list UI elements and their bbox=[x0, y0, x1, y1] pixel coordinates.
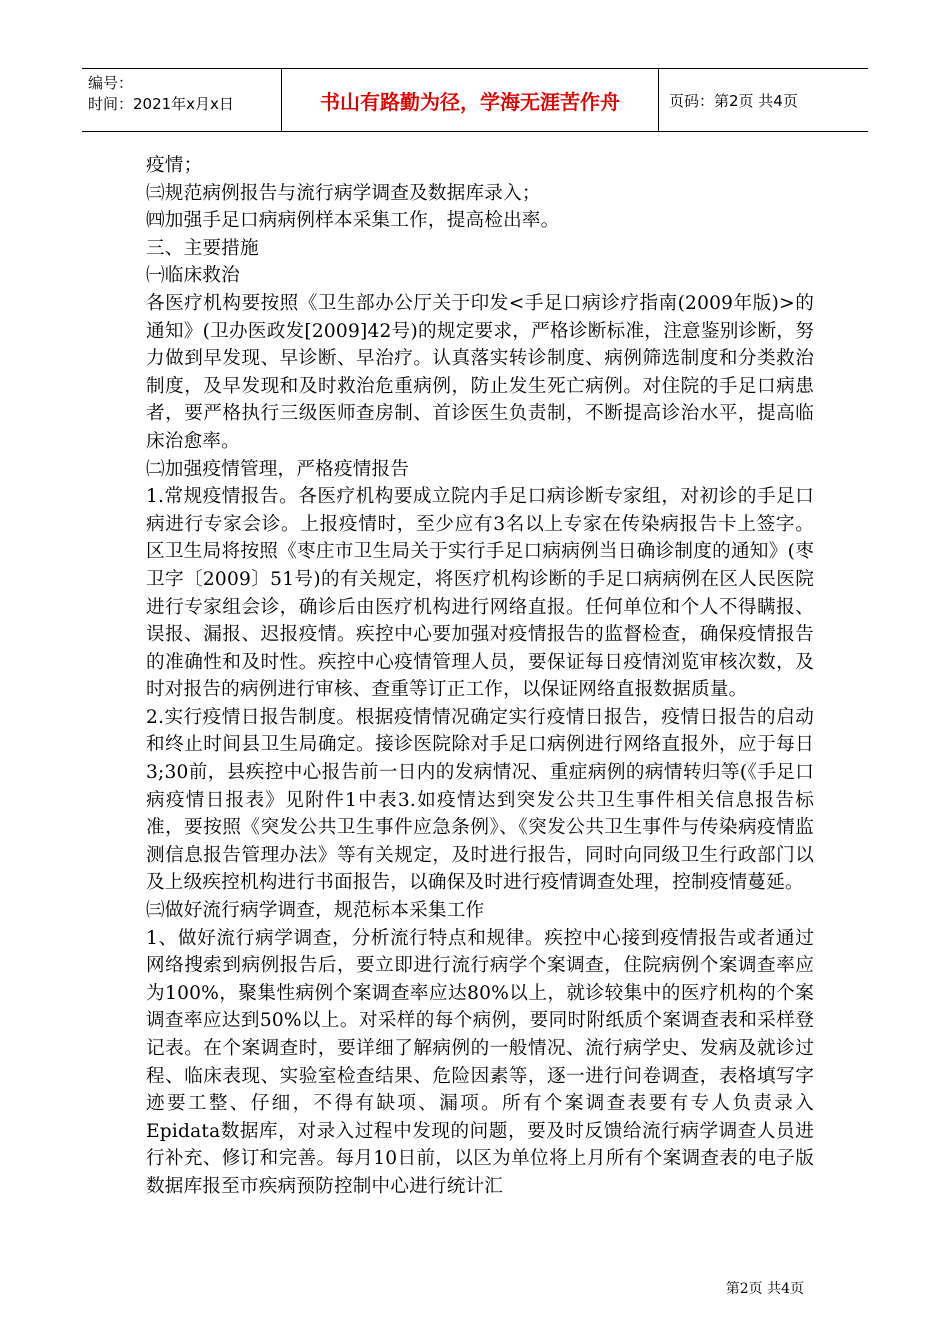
paragraph: 疫情； bbox=[146, 155, 203, 176]
page-footer: 第2页 共4页 bbox=[725, 1281, 804, 1297]
paragraph: 1.常规疫情报告。各医疗机构要成立院内手足口病诊断专家组，对初诊的手足口病进行专家会诊。上报疫情时，至少应有3名以上专家在传染病报告卡上签字。区卫生局将按照《枣庄市卫生局关于实行手足口病病例当日确诊制度的通知》(枣卫字〔2009〕51号)的有关规定，将医疗机构诊断的手足口病病例在区人民医院进行专家组会诊，确诊后由医疗机构进行网络直报。任何单位和个人不得瞒报、误报、漏报、迟报疫情。疾控中心要加强对疫情报告的监督检查，确保疫情报告的准确性和及时性。疾控中心疫情管理人员，要保证每日疫情浏览审核次数，及时对报告的病例进行审核、查重等订正工作，以保证网络直报数据质量。 bbox=[146, 486, 814, 701]
paragraph: ㈢规范病例报告与流行病学调查及数据库录入； bbox=[146, 182, 541, 204]
paragraph: ㈣加强手足口病病例样本采集工作，提高检出率。 bbox=[146, 210, 560, 232]
header-motto: 书山有路勤为径，学海无涯苦作舟 bbox=[282, 69, 659, 131]
page-header bbox=[82, 68, 868, 132]
paragraph: 各医疗机构要按照《卫生部办公厅关于印发<手足口病诊疗指南(2009年版)>的通知》(卫办医政发[2009]42号)的规定要求，严格诊断标准，注意鉴别诊断，努力做到早发现、早诊断、早治疗。认真落实转诊制度、病例筛选制度和分类救治制度，及早发现和及时救治危重病例，防止发生死亡病例。对住院的手足口病患者，要严格执行三级医师查房制、首诊医生负责制，不断提高诊治水平，提高临床治愈率。 bbox=[146, 292, 814, 452]
subsection-heading: ㈠临床救治 bbox=[146, 265, 240, 287]
paragraph: 2.实行疫情日报告制度。根据疫情情况确定实行疫情日报告，疫情日报告的启动和终止时间县卫生局确定。接诊医院除对手足口病例进行网络直报外，应于每日3;30前，县疾控中心报告前一日内的发病情况、重症病例的病情转归等(《手足口病疫情日报表》见附件1中表3.如疫情达到突发公共卫生事件相关信息报告标准，要按照《突发公共卫生事件应急条例》、《突发公共卫生事件与传染病疫情监测信息报告管理办法》等有关规定，及时进行报告，同时向同级卫生行政部门以及上级疾控机构进行书面报告，以确保及时进行疫情调查处理，控制疫情蔓延。 bbox=[146, 706, 814, 894]
header-number: 编号： bbox=[88, 74, 134, 92]
header-time: 时间：2021年x月x日 bbox=[88, 95, 234, 113]
header-page-number: 页码：第2页 共4页 bbox=[669, 91, 798, 110]
subsection-heading: ㈢做好流行病学调查，规范标本采集工作 bbox=[146, 900, 485, 922]
subsection-heading: ㈡加强疫情管理，严格疫情报告 bbox=[146, 458, 410, 480]
document-body bbox=[146, 152, 814, 1201]
section-heading: 三、主要措施 bbox=[146, 237, 259, 259]
header-meta bbox=[82, 69, 282, 131]
paragraph: 1、做好流行病学调查，分析流行特点和规律。疾控中心接到疫情报告或者通过网络搜索到病例报告后，要立即进行流行病学个案调查，住院病例个案调查率应为100%，聚集性病例个案调查率应达80%以上，就诊较集中的医疗机构的个案调查率应达到50%以上。对采样的每个病例，要同时附纸质个案调查表和采样登记表。在个案调查时，要详细了解病例的一般情况、流行病学史、发病及就诊过程、临床表现、实验室检查结果、危险因素等，逐一进行问卷调查，表格填写字迹要工整、仔细，不得有缺项、漏项。所有个案调查表要有专人负责录入Epidata数据库，对录入过程中发现的问题，要及时反馈给流行病学调查人员进行补充、修订和完善。每月10日前，以区为单位将上月所有个案调查表的电子版数据库报至市疾病预防控制中心进行统计汇 bbox=[146, 927, 814, 1197]
